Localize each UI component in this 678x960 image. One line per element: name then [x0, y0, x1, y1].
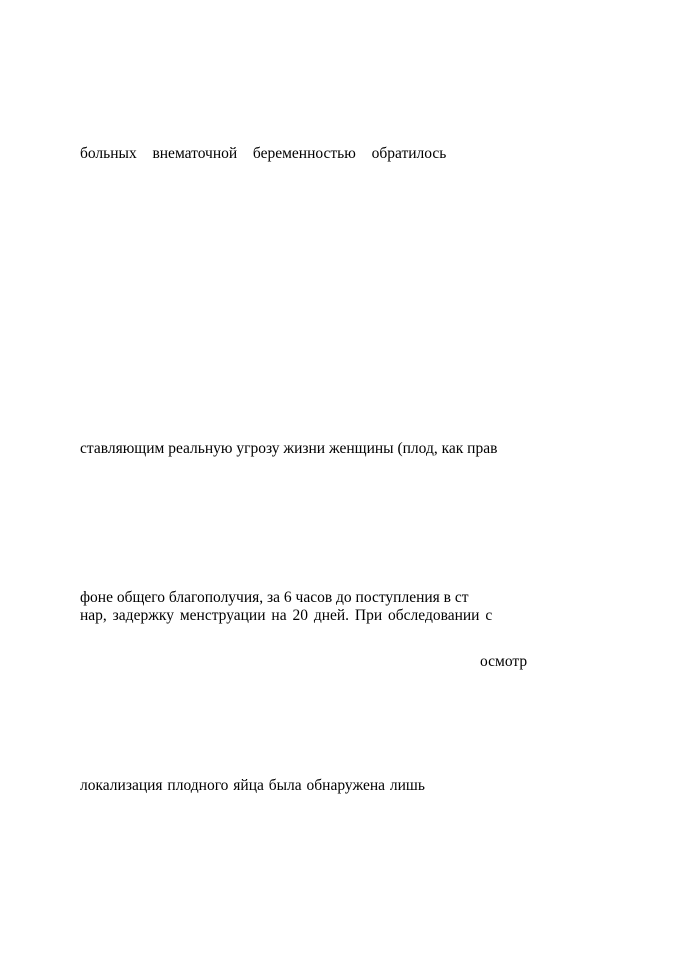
text-line: ставляющим реальную угрозу жизни женщины (плод, как прав [80, 440, 498, 457]
text-line: осмотр [480, 653, 528, 670]
text-line: больных внематочной беременностью обратилось [80, 145, 447, 162]
text-line: локализация плодного яйца была обнаружена лишь [80, 777, 425, 794]
text-line: нар, задержку менструации на 20 дней. При обследовании с [80, 607, 493, 624]
text-line: фоне общего благополучия, за 6 часов до поступления в ст [80, 589, 469, 606]
